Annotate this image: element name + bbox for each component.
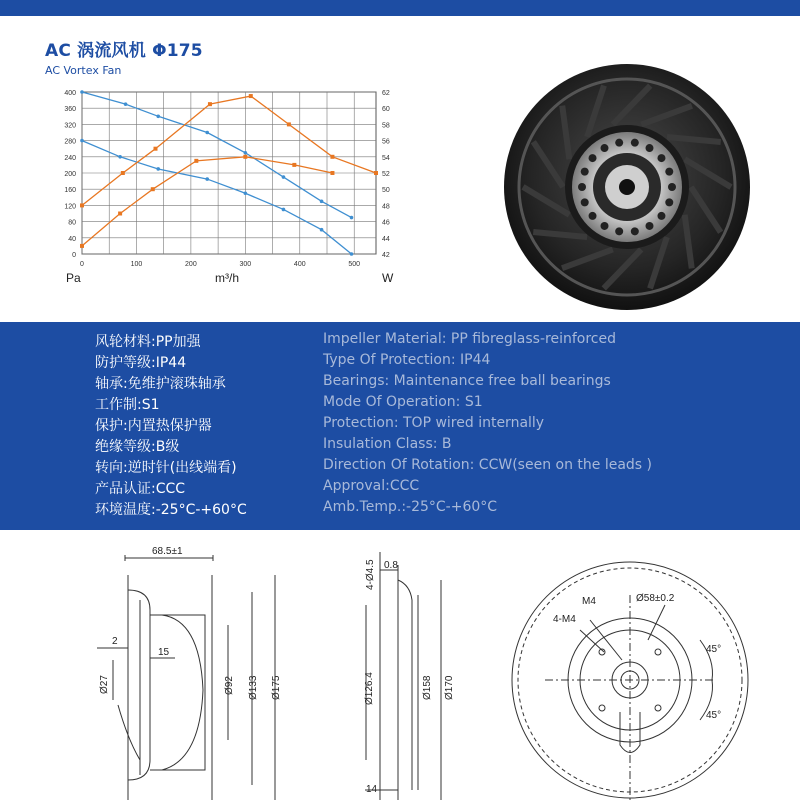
y-left-tick: 280: [64, 138, 76, 146]
series-point-1: [118, 155, 122, 159]
chart-ticks: [64, 90, 390, 268]
series-point-1: [80, 139, 84, 143]
spec-en-6: Direction Of Rotation: CCW(seen on the leads ): [323, 457, 652, 473]
series-point-3: [151, 187, 155, 191]
dim-width: 68.5±1: [152, 546, 183, 557]
y-right-tick: 62: [382, 90, 390, 97]
spec-cn-0: 风轮材料:PP加强: [95, 334, 201, 350]
spec-cn-6: 转向:逆时针(出线端看): [95, 460, 237, 476]
dim-2: 2: [112, 636, 118, 647]
hub-vent: [581, 168, 589, 176]
dim-1264: Ø126.4: [364, 672, 375, 705]
series-line-3: [82, 157, 332, 246]
hub-vent: [665, 198, 673, 206]
series-point-0: [124, 102, 128, 106]
spec-cn-4: 保护:内置热保护器: [95, 418, 212, 434]
hub-vent: [615, 227, 623, 235]
series-point-2: [154, 147, 158, 151]
series-point-2: [249, 94, 253, 98]
series-point-0: [156, 115, 160, 119]
performance-chart: [40, 82, 420, 292]
hub-vent: [615, 139, 623, 147]
dim-14: 14: [366, 784, 378, 795]
series-point-1: [205, 177, 209, 181]
y-left-tick: 360: [64, 106, 76, 114]
series-point-3: [292, 163, 296, 167]
dim-170: Ø170: [444, 675, 455, 700]
angle-2: 45°: [706, 710, 722, 721]
spec-cn-8: 环境温度:-25°C-+60°C: [95, 502, 247, 518]
dim-133: Ø133: [248, 675, 259, 700]
y-right-tick: 58: [382, 122, 390, 130]
dim-92: Ø92: [224, 676, 235, 695]
hub-vent: [581, 198, 589, 206]
spec-en-7: Approval:CCC: [323, 478, 420, 494]
y-right-tick: 46: [382, 219, 390, 227]
hub-vent: [601, 222, 609, 230]
y-left-tick: 40: [68, 235, 76, 243]
y-right-tick: 44: [382, 235, 390, 243]
hub-vent: [668, 183, 676, 191]
dim-08: 0.8: [384, 560, 398, 571]
y-left-tick: 200: [64, 171, 76, 178]
x-tick: 400: [293, 261, 306, 268]
spec-cn-1: 防护等级:IP44: [95, 355, 187, 371]
dim-holes: 4-Ø4.5: [365, 559, 376, 590]
series-point-0: [244, 151, 248, 155]
dim-27: Ø27: [99, 675, 110, 694]
x-axis-label: m³/h: [215, 271, 239, 285]
spec-en-0: Impeller Material: PP fibreglass-reinforced: [323, 331, 616, 347]
spec-en-3: Mode Of Operation: S1: [323, 394, 483, 410]
series-point-2: [208, 102, 212, 106]
series-point-1: [156, 167, 160, 171]
page-title: AC 涡流风机 Φ175: [45, 41, 203, 61]
hub-vent: [657, 154, 665, 162]
dim-58: Ø58±0.2: [636, 593, 675, 604]
y-left-tick: 80: [68, 219, 76, 227]
specifications-panel: [0, 322, 800, 530]
y-right-tick: 56: [382, 138, 390, 146]
label-m4: M4: [582, 596, 596, 607]
spec-cn-5: 绝缘等级:B级: [95, 439, 180, 455]
dim-175: Ø175: [271, 675, 282, 700]
x-tick: 300: [239, 261, 252, 268]
y-left-tick: 320: [64, 122, 76, 130]
y-right-tick: 60: [382, 106, 390, 114]
top-banner: [0, 0, 800, 16]
x-tick: 200: [185, 261, 197, 268]
series-point-1: [282, 208, 286, 212]
series-point-1: [320, 228, 324, 232]
y-left-tick: 160: [64, 187, 76, 195]
y-right-tick: 48: [382, 203, 390, 211]
series-point-2: [330, 155, 334, 159]
spec-cn-3: 工作制:S1: [95, 397, 160, 413]
hub-vent: [631, 227, 639, 235]
series-point-3: [330, 171, 334, 175]
series-point-3: [243, 155, 247, 159]
y-right-tick: 54: [382, 154, 390, 162]
hub-vent: [589, 212, 597, 220]
x-tick: 500: [348, 261, 361, 268]
hub-vent: [631, 139, 639, 147]
series-point-2: [80, 203, 84, 207]
series-point-2: [287, 122, 291, 126]
hub-vent: [646, 222, 654, 230]
technical-drawings: [0, 540, 800, 800]
hub-vent: [589, 154, 597, 162]
spec-cn-7: 产品认证:CCC: [95, 481, 186, 497]
spec-en-2: Bearings: Maintenance free ball bearings: [323, 373, 611, 389]
series-line-0: [82, 92, 352, 218]
spec-en-5: Insulation Class: B: [323, 436, 452, 452]
series-point-0: [80, 90, 84, 94]
y-left-tick: 240: [64, 154, 76, 162]
series-point-3: [194, 159, 198, 163]
y-right-tick: 42: [382, 252, 390, 259]
angle-1: 45°: [706, 644, 722, 655]
y-right-tick: 50: [382, 187, 390, 195]
page-subtitle: AC Vortex Fan: [45, 64, 122, 77]
spec-en-4: Protection: TOP wired internally: [323, 415, 545, 431]
spec-en-8: Amb.Temp.:-25°C-+60°C: [323, 499, 498, 515]
left-axis-unit: Pa: [66, 271, 81, 285]
y-right-tick: 52: [382, 171, 390, 178]
x-tick: 0: [80, 261, 84, 268]
series-point-0: [320, 200, 324, 204]
right-axis-unit: W: [382, 271, 394, 285]
series-point-3: [80, 244, 84, 248]
label-4m4: 4-M4: [553, 614, 576, 625]
series-point-2: [374, 171, 378, 175]
dim-15: 15: [158, 647, 170, 658]
hub-vent: [646, 144, 654, 152]
dim-158: Ø158: [422, 675, 433, 700]
hub-vent: [657, 212, 665, 220]
x-tick: 100: [130, 261, 143, 268]
series-point-0: [205, 131, 209, 135]
spec-cn-2: 轴承:免维护滚珠轴承: [95, 376, 226, 392]
front-view-drawing: [512, 562, 748, 800]
hub-vent: [665, 168, 673, 176]
y-left-tick: 120: [64, 203, 76, 211]
series-line-1: [82, 141, 352, 254]
y-left-tick: 400: [64, 90, 76, 97]
spec-en-1: Type Of Protection: IP44: [323, 352, 491, 368]
hub-vent: [578, 183, 586, 191]
fan-product-image: [495, 62, 765, 312]
series-point-0: [350, 216, 354, 220]
hub-vent: [601, 144, 609, 152]
series-point-0: [282, 175, 286, 179]
series-point-2: [121, 171, 125, 175]
series-point-1: [244, 191, 248, 195]
series-point-3: [118, 212, 122, 216]
y-left-tick: 0: [72, 252, 76, 259]
series-point-1: [350, 252, 354, 256]
